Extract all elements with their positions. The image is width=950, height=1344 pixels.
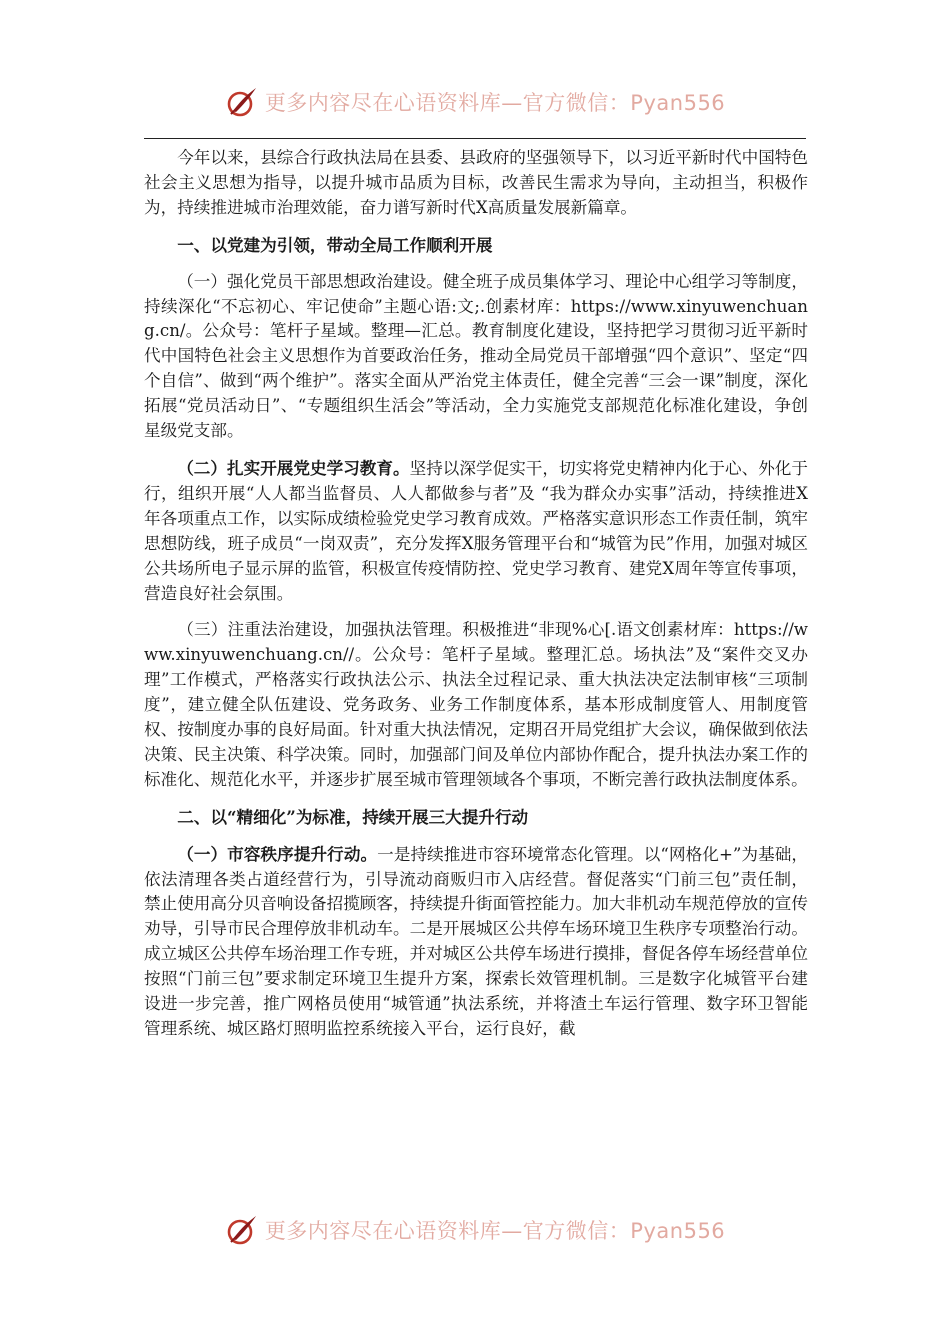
- document-body: [144, 146, 808, 1054]
- footer-watermark-banner: [0, 1210, 950, 1250]
- section-1-paragraph-1: （一）强化党员干部思想政治建设。健全班子成员集体学习、理论中心组学习等制度，持续深化“不忘初心、牢记使命”主题心语:文;.创素材库：https://www.xinyuwenchuang.cn/。公众号：笔杆子星域。整理—汇总。教育制度化建设，坚持把学习贯彻习近平新时代中国特色社会主义思想作为首要政治任务，推动全局党员干部增强“四个意识”、坚定“四个自信”、做到“两个维护”。落实全面从严治党主体责任，健全完善“三会一课”制度，深化拓展“党员活动日”、“专题组织生活会”等活动，全力实施党支部规范化标准化建设，争创星级党支部。: [144, 271, 808, 441]
- watermark-text: 更多内容尽在心语资料库—官方微信：Pyan556: [264, 91, 726, 115]
- section-1-paragraph-2: [144, 456, 808, 606]
- paragraph-body: 一是持续推进市容环境常态化管理。以“网格化+”为基础，依法清理各类占道经营行为，引导流动商贩归市入店经营。督促落实“门前三包”责任制，禁止使用高分贝音响设备招揽顾客，持续提升街面管控能力。加大非机动车规范停放的宣传劝导，引导市民合理停放非机动车。二是开展城区公共停车场环境卫生秩序专项整治行动。成立城区公共停车场治理工作专班，并对城区公共停车场进行摸排，督促各停车场经营单位按照“门前三包”要求制定环境卫生提升方案，探索长效管理机制。三是数字化城管平台建设进一步完善，推广网格员使用“城管通”执法系统，并将渣土车运行管理、数字环卫智能管理系统、城区路灯照明监控系统接入平台，运行良好，截: [144, 844, 809, 1038]
- intro-paragraph: 今年以来，县综合行政执法局在县委、县政府的坚强领导下，以习近平新时代中国特色社会主义思想为指导，以提升城市品质为目标，改善民生需求为导向，主动担当，积极作为，持续推进城市治理效能，奋力谱写新时代X高质量发展新篇章。: [144, 148, 808, 217]
- section-1-paragraph-3: （三）注重法治建设，加强执法管理。积极推进“非现%心[.语文创素材库：https://www.xinyuwenchuang.cn//。公众号：笔杆子星域。整理汇总。场执法”及“案件交叉办理”工作模式，严格落实行政执法公示、执法全过程记录、重大执法决定法制审核“三项制度”，建立健全队伍建设、党务政务、业务工作制度体系，基本形成制度管人、用制度管权、按制度办事的良好局面。针对重大执法情况，定期召开局党组扩大会议，确保做到依法决策、民主决策、科学决策。同时，加强部门间及单位内部协作配合，提升执法办案工作的标准化、规范化水平，并逐步扩展至城市管理领域各个事项，不断完善行政执法制度体系。: [144, 620, 808, 789]
- header-watermark-banner: [0, 82, 950, 122]
- section-1-heading: 一、以党建为引领，带动全局工作顺利开展: [177, 234, 493, 255]
- section-2-heading: 二、以“精细化”为标准，持续开展三大提升行动: [177, 806, 529, 827]
- paragraph-body: 坚持以深学促实干，切实将党史精神内化于心、外化于行，组织开展“人人都当监督员、人人都做参与者”及 “我为群众办实事”活动，持续推进X年各项重点工作，以实际成绩检验党史学习教育成效。严格落实意识形态工作责任制，筑牢思想防线，班子成员“一岗双责”，充分发挥X服务管理平台和“城管为民”作用，加强对城区公共场所电子显示屏的监管，积极宣传疫情防控、党史学习教育、建党X周年等宣传事项，营造良好社会氛围。: [144, 458, 808, 603]
- watermark-text: 更多内容尽在心语资料库—官方微信：Pyan556: [264, 1219, 726, 1243]
- paragraph-lead: （二）扎实开展党史学习教育。: [177, 457, 410, 478]
- quill-logo-icon: [225, 1213, 259, 1247]
- paragraph-lead: （一）市容秩序提升行动。: [177, 843, 378, 864]
- section-2-paragraph-1: [144, 842, 808, 1042]
- header-divider: [144, 138, 806, 139]
- quill-logo-icon: [225, 85, 259, 119]
